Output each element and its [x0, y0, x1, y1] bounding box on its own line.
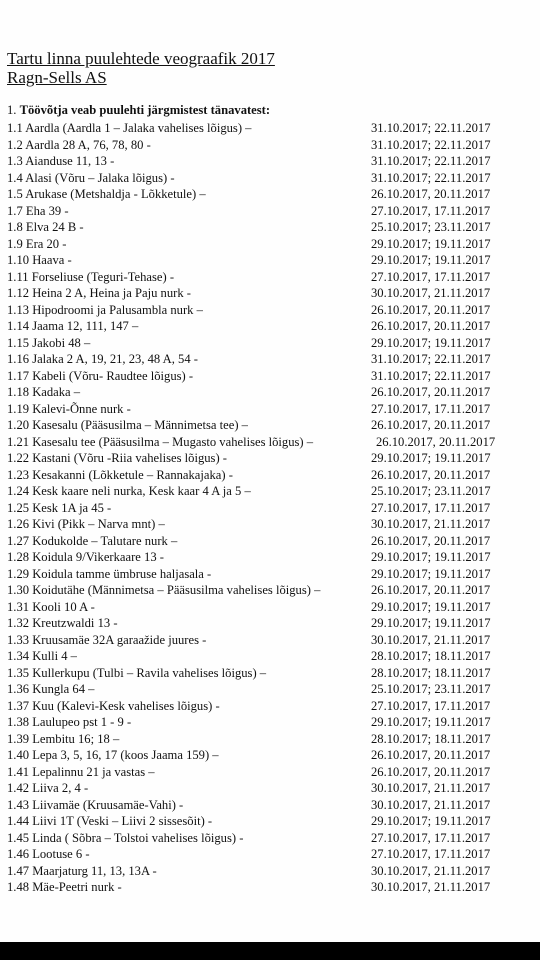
schedule-row	[7, 731, 535, 748]
section-number: 1.	[7, 103, 17, 117]
street-location: 1.8 Elva 24 B -	[7, 220, 84, 234]
pickup-dates: 31.10.2017; 22.11.2017	[371, 352, 491, 366]
pickup-dates: 30.10.2017, 21.11.2017	[371, 517, 491, 531]
schedule-row	[7, 417, 535, 434]
schedule-row	[7, 186, 535, 203]
schedule-row	[7, 797, 535, 814]
pickup-dates: 27.10.2017, 17.11.2017	[371, 269, 491, 284]
pickup-dates: 31.10.2017; 22.11.2017	[371, 154, 491, 168]
schedule-row	[7, 368, 535, 385]
section-heading	[7, 103, 270, 118]
street-location: 1.48 Mäe-Peetri nurk -	[7, 880, 122, 894]
schedule-row	[7, 615, 535, 632]
bottom-bar	[0, 942, 540, 960]
pickup-dates: 29.10.2017; 19.11.2017	[371, 814, 491, 828]
pickup-dates: 26.10.2017, 20.11.2017	[371, 302, 491, 317]
pickup-dates: 31.10.2017; 22.11.2017	[371, 137, 491, 152]
schedule-row	[7, 879, 535, 896]
schedule-row	[7, 120, 535, 137]
street-location: 1.3 Aianduse 11, 13 -	[7, 154, 115, 168]
pickup-dates: 30.10.2017, 21.11.2017	[371, 286, 491, 300]
street-location: 1.41 Lepalinnu 21 ja vastas –	[7, 764, 155, 779]
pickup-dates: 28.10.2017; 18.11.2017	[371, 731, 491, 746]
pickup-dates: 30.10.2017, 21.11.2017	[371, 880, 491, 894]
pickup-dates: 27.10.2017, 17.11.2017	[371, 500, 491, 515]
pickup-dates: 27.10.2017, 17.11.2017	[371, 847, 491, 861]
pickup-dates: 26.10.2017, 20.11.2017	[371, 764, 491, 779]
schedule-row	[7, 318, 535, 335]
street-location: 1.15 Jakobi 48 –	[7, 335, 91, 350]
street-location: 1.27 Kodukolde – Talutare nurk –	[7, 533, 178, 548]
schedule-row	[7, 203, 535, 220]
schedule-row	[7, 137, 535, 154]
section-heading-text: Töövõtja veab puulehti järgmistest tänavatest:	[19, 103, 271, 117]
street-location: 1.16 Jalaka 2 A, 19, 21, 23, 48 A, 54 -	[7, 352, 198, 366]
pickup-dates: 29.10.2017; 19.11.2017	[371, 236, 491, 251]
schedule-row	[7, 714, 535, 731]
pickup-dates: 27.10.2017, 17.11.2017	[371, 698, 491, 713]
street-location: 1.40 Lepa 3, 5, 16, 17 (koos Jaama 159) –	[7, 748, 219, 762]
street-location: 1.36 Kungla 64 –	[7, 682, 95, 696]
street-location: 1.26 Kivi (Pikk – Narva mnt) –	[7, 517, 165, 531]
street-location: 1.22 Kastani (Võru -Riia vahelises lõigus) -	[7, 451, 227, 465]
pickup-dates: 31.10.2017; 22.11.2017	[371, 121, 491, 135]
street-location: 1.1 Aardla (Aardla 1 – Jalaka vahelises lõigus) –	[7, 121, 252, 135]
pickup-dates: 26.10.2017, 20.11.2017	[371, 187, 491, 201]
schedule-row	[7, 236, 535, 253]
pickup-dates: 29.10.2017; 19.11.2017	[371, 715, 491, 729]
pickup-dates: 26.10.2017, 20.11.2017	[371, 418, 491, 432]
street-location: 1.21 Kasesalu tee (Pääsusilma – Mugasto vahelises lõigus) –	[7, 434, 314, 449]
street-location: 1.19 Kalevi-Õnne nurk -	[7, 401, 131, 416]
pickup-dates: 26.10.2017, 20.11.2017	[371, 533, 491, 548]
pickup-dates: 30.10.2017, 21.11.2017	[371, 797, 491, 812]
pickup-dates: 26.10.2017, 20.11.2017	[371, 583, 491, 597]
pickup-dates: 30.10.2017, 21.11.2017	[371, 863, 491, 878]
schedule-row	[7, 384, 535, 401]
street-location: 1.34 Kulli 4 –	[7, 649, 77, 663]
pickup-dates: 26.10.2017, 20.11.2017	[371, 748, 491, 762]
schedule-row	[7, 566, 535, 583]
street-location: 1.44 Liivi 1T (Veski – Liivi 2 sissesõit) -	[7, 814, 213, 828]
schedule-row	[7, 780, 535, 797]
schedule-row	[7, 665, 535, 682]
pickup-dates: 29.10.2017; 19.11.2017	[371, 550, 491, 564]
street-location: 1.12 Heina 2 A, Heina ja Paju nurk -	[7, 286, 191, 300]
street-location: 1.18 Kadaka –	[7, 385, 81, 399]
pickup-dates: 28.10.2017; 18.11.2017	[371, 649, 491, 663]
street-location: 1.47 Maarjaturg 11, 13, 13A -	[7, 863, 157, 878]
street-location: 1.37 Kuu (Kalevi-Kesk vahelises lõigus) -	[7, 698, 220, 713]
street-location: 1.23 Kesakanni (Lõkketule – Rannakajaka) -	[7, 467, 233, 482]
street-location: 1.24 Kesk kaare neli nurka, Kesk kaar 4 A ja 5 –	[7, 484, 251, 498]
street-location: 1.33 Kruusamäe 32A garaažide juures -	[7, 632, 207, 647]
street-location: 1.38 Laulupeo pst 1 - 9 -	[7, 715, 132, 729]
schedule-row	[7, 170, 535, 187]
street-location: 1.32 Kreutzwaldi 13 -	[7, 616, 118, 630]
street-location: 1.46 Lootuse 6 -	[7, 847, 90, 861]
pickup-dates: 25.10.2017; 23.11.2017	[371, 220, 491, 234]
schedule-row	[7, 830, 535, 847]
street-location: 1.5 Arukase (Metshaldja - Lõkketule) –	[7, 187, 206, 201]
pickup-dates: 25.10.2017; 23.11.2017	[371, 682, 491, 696]
street-location: 1.13 Hipodroomi ja Palusambla nurk –	[7, 302, 203, 317]
pickup-dates: 29.10.2017; 19.11.2017	[371, 616, 491, 630]
street-location: 1.30 Koidutähe (Männimetsa – Pääsusilma vahelises lõigus) –	[7, 583, 321, 597]
schedule-row	[7, 467, 535, 484]
pickup-dates: 30.10.2017, 21.11.2017	[371, 781, 491, 795]
street-location: 1.39 Lembitu 16; 18 –	[7, 731, 120, 746]
schedule-row	[7, 549, 535, 566]
pickup-dates: 27.10.2017, 17.11.2017	[371, 401, 491, 416]
pickup-dates: 31.10.2017; 22.11.2017	[371, 170, 491, 185]
schedule-row	[7, 335, 535, 352]
schedule-row	[7, 582, 535, 599]
schedule-row	[7, 450, 535, 467]
street-location: 1.17 Kabeli (Võru- Raudtee lõigus) -	[7, 368, 194, 383]
schedule-row	[7, 764, 535, 781]
schedule-list	[7, 120, 535, 896]
schedule-row	[7, 846, 535, 863]
street-location: 1.20 Kasesalu (Pääsusilma – Männimetsa tee) –	[7, 418, 248, 432]
pickup-dates: 29.10.2017; 19.11.2017	[371, 253, 491, 267]
street-location: 1.2 Aardla 28 A, 76, 78, 80 -	[7, 137, 151, 152]
street-location: 1.4 Alasi (Võru – Jalaka lõigus) -	[7, 170, 175, 185]
schedule-row	[7, 302, 535, 319]
pickup-dates: 26.10.2017, 20.11.2017	[371, 319, 491, 333]
schedule-row	[7, 698, 535, 715]
schedule-row	[7, 483, 535, 500]
schedule-row	[7, 533, 535, 550]
street-location: 1.29 Koidula tamme ümbruse haljasala -	[7, 566, 212, 581]
schedule-row	[7, 648, 535, 665]
schedule-row	[7, 599, 535, 616]
company-name: Ragn-Sells AS	[7, 68, 107, 87]
pickup-dates: 29.10.2017; 19.11.2017	[371, 335, 491, 350]
street-location: 1.10 Haava -	[7, 253, 72, 267]
street-location: 1.42 Liiva 2, 4 -	[7, 781, 89, 795]
street-location: 1.25 Kesk 1A ja 45 -	[7, 500, 112, 515]
pickup-dates: 29.10.2017; 19.11.2017	[371, 451, 491, 465]
pickup-dates: 29.10.2017; 19.11.2017	[371, 566, 491, 581]
schedule-row	[7, 401, 535, 418]
pickup-dates: 29.10.2017; 19.11.2017	[371, 599, 491, 614]
street-location: 1.35 Kullerkupu (Tulbi – Ravila vahelises lõigus) –	[7, 665, 267, 680]
schedule-row	[7, 351, 535, 368]
schedule-row	[7, 153, 535, 170]
schedule-row	[7, 219, 535, 236]
schedule-row	[7, 252, 535, 269]
street-location: 1.28 Koidula 9/Vikerkaare 13 -	[7, 550, 164, 564]
schedule-row	[7, 681, 535, 698]
pickup-dates: 26.10.2017, 20.11.2017	[371, 385, 491, 399]
pickup-dates: 27.10.2017, 17.11.2017	[371, 830, 491, 845]
schedule-row	[7, 863, 535, 880]
pickup-dates: 28.10.2017; 18.11.2017	[371, 665, 491, 680]
schedule-row	[7, 434, 535, 451]
document-title: Tartu linna puulehtede veograafik 2017	[7, 49, 275, 68]
pickup-dates: 25.10.2017; 23.11.2017	[371, 484, 491, 498]
schedule-row	[7, 747, 535, 764]
schedule-row	[7, 269, 535, 286]
street-location: 1.31 Kooli 10 A -	[7, 599, 95, 614]
pickup-dates: 26.10.2017, 20.11.2017	[376, 434, 496, 449]
pickup-dates: 27.10.2017, 17.11.2017	[371, 203, 491, 218]
street-location: 1.7 Eha 39 -	[7, 203, 69, 218]
schedule-row	[7, 516, 535, 533]
schedule-row	[7, 285, 535, 302]
street-location: 1.9 Era 20 -	[7, 236, 67, 251]
street-location: 1.45 Linda ( Sõbra – Tolstoi vahelises lõigus) -	[7, 830, 244, 845]
schedule-row	[7, 500, 535, 517]
pickup-dates: 30.10.2017, 21.11.2017	[371, 632, 491, 647]
pickup-dates: 31.10.2017; 22.11.2017	[371, 368, 491, 383]
street-location: 1.14 Jaama 12, 111, 147 –	[7, 319, 139, 333]
street-location: 1.43 Liivamäe (Kruusamäe-Vahi) -	[7, 797, 184, 812]
schedule-row	[7, 632, 535, 649]
pickup-dates: 26.10.2017, 20.11.2017	[371, 467, 491, 482]
street-location: 1.11 Forseliuse (Teguri-Tehase) -	[7, 269, 175, 284]
schedule-row	[7, 813, 535, 830]
